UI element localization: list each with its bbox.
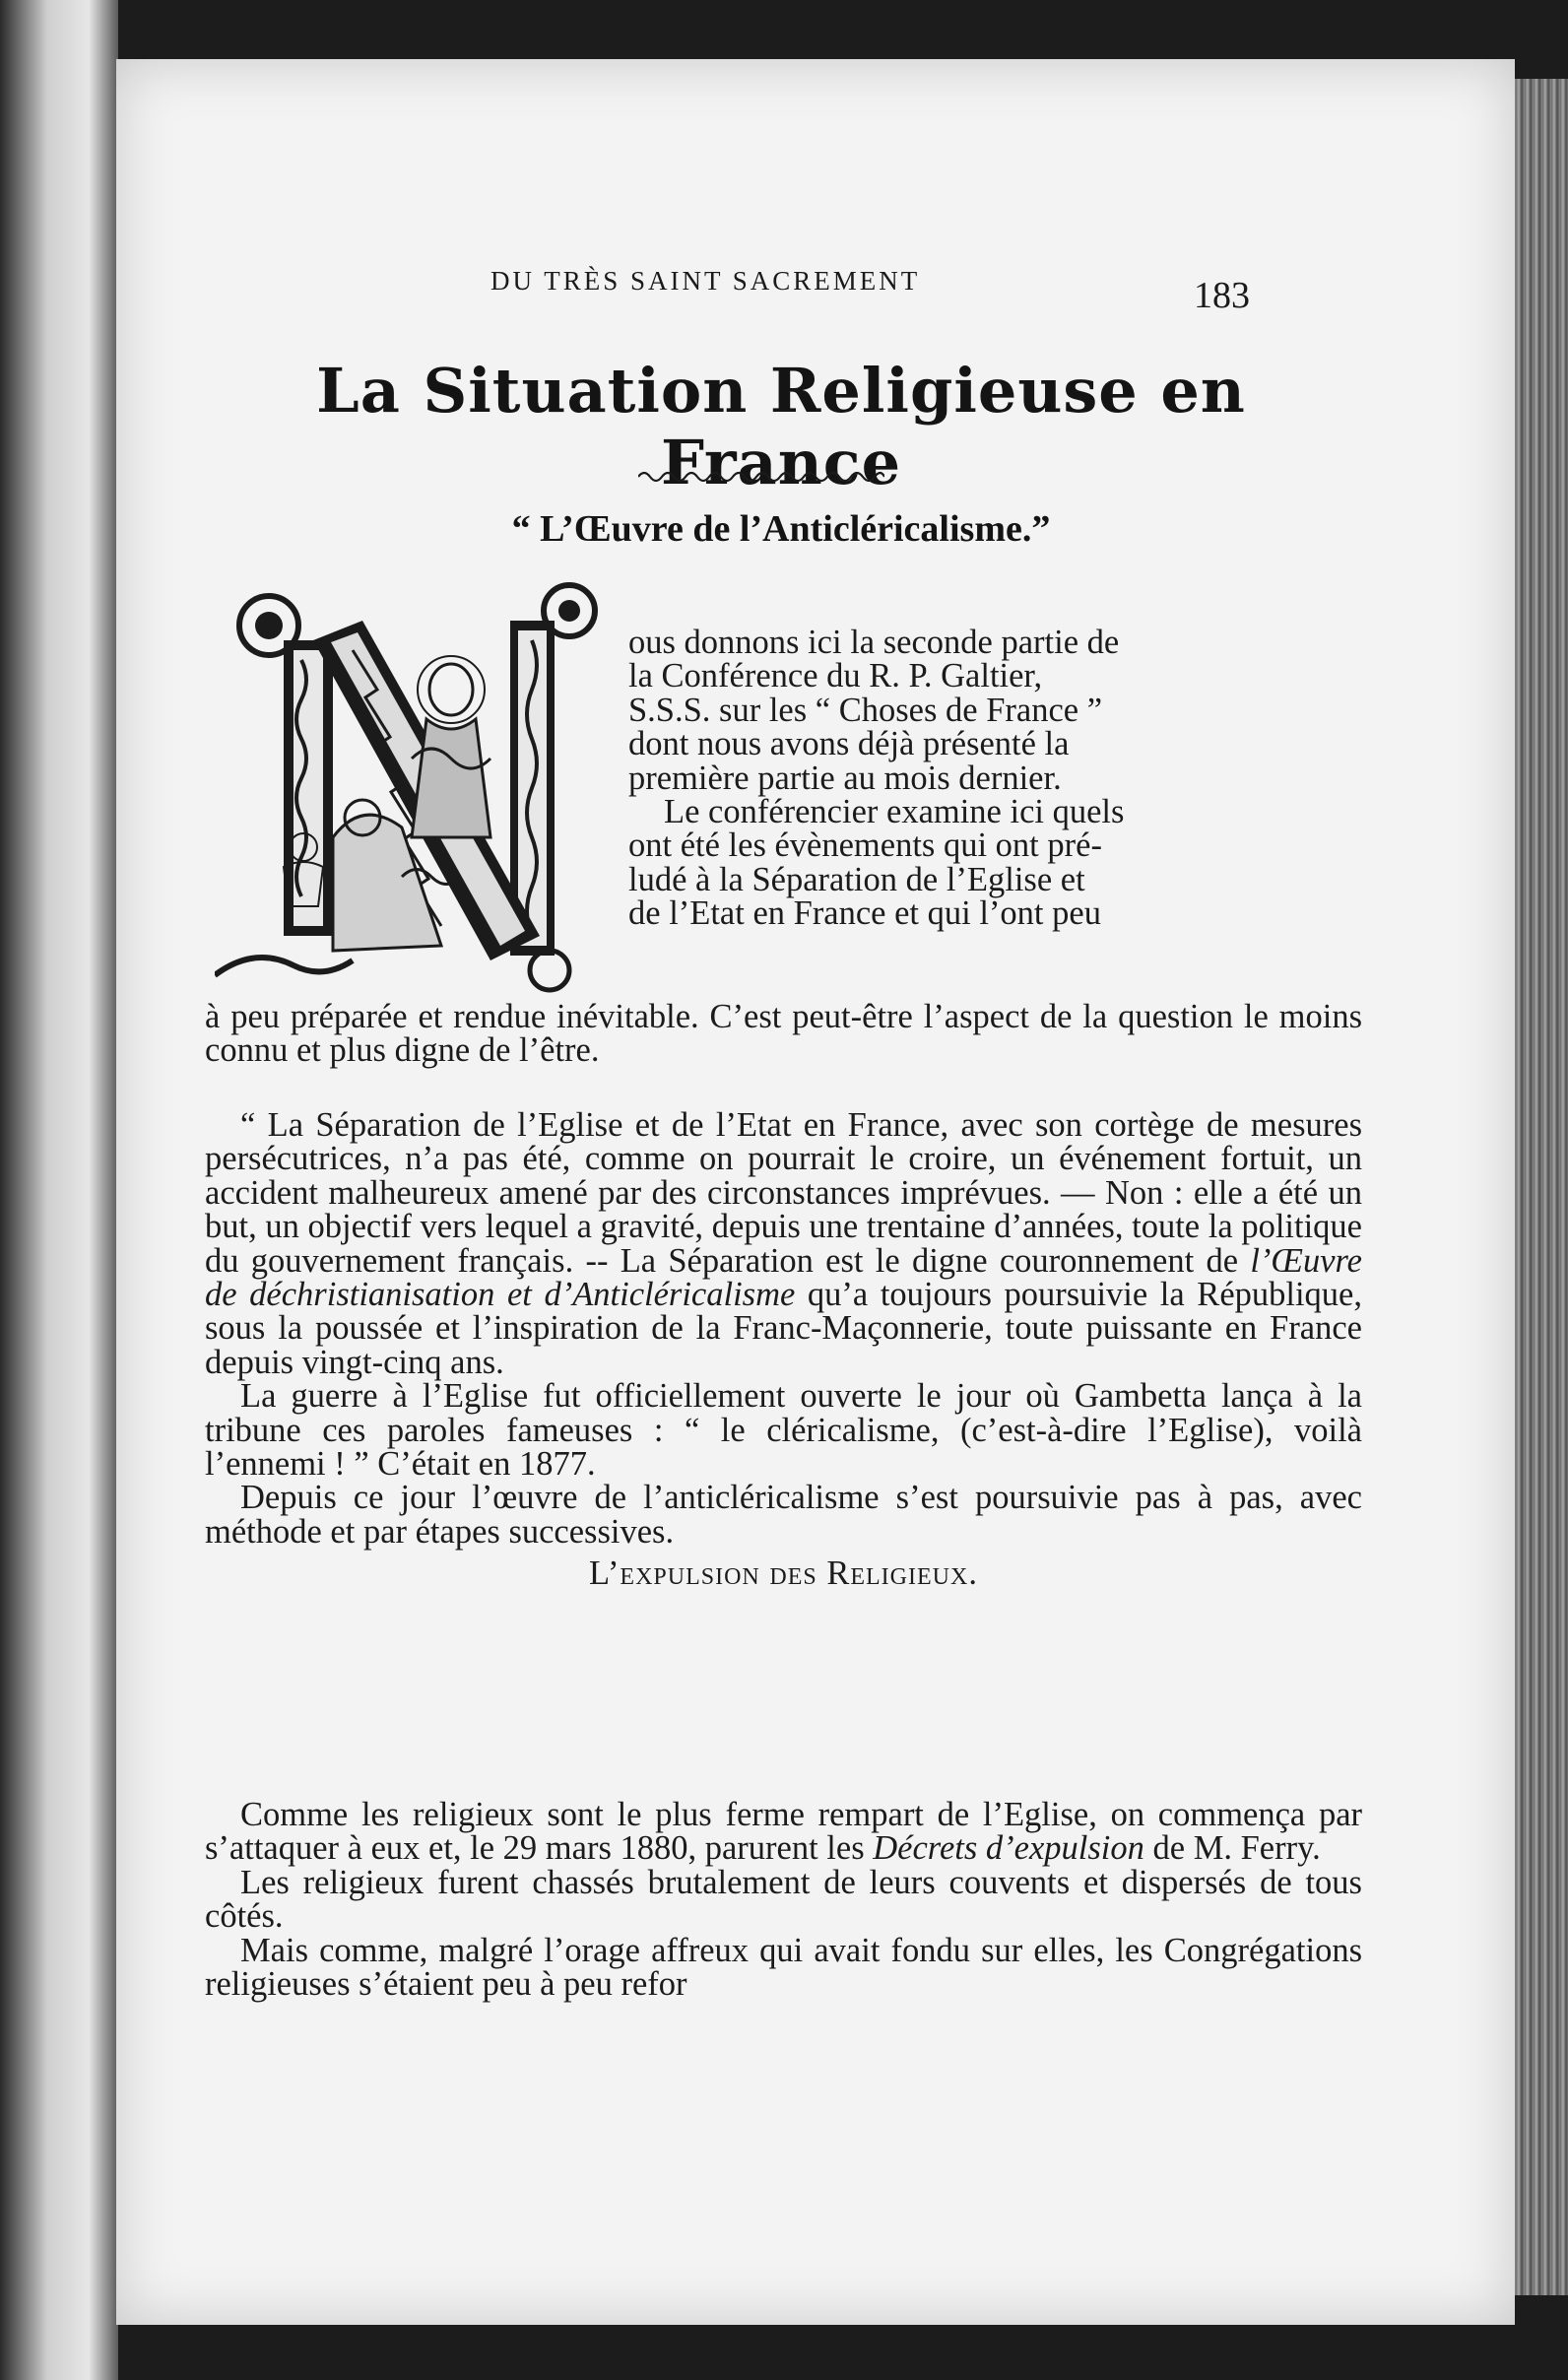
intro-line: ludé à la Séparation de l’Eglise et bbox=[628, 860, 1085, 898]
paragraph: Les religieux furent chassés brutalement de leurs couvents et dispersés de tous côtés. bbox=[205, 1863, 1362, 1936]
intro-line: de l’Etat en France et qui l’ont peu bbox=[628, 894, 1101, 933]
page-number: 183 bbox=[1194, 275, 1250, 316]
intro-paragraph-tail bbox=[205, 1000, 1362, 1068]
intro-line: ont été les évènements qui ont pré- bbox=[628, 826, 1102, 865]
paragraph: Depuis ce jour l’œuvre de l’anticléricalisme s’est poursuivie pas à pas, avec méthode et par étapes successives. bbox=[205, 1479, 1362, 1551]
intro-paragraph bbox=[628, 626, 1362, 931]
intro-line: dont nous avons déjà présenté la bbox=[628, 725, 1070, 763]
section-heading: L’expulsion des Religieux. bbox=[589, 1554, 978, 1593]
paragraph: La guerre à l’Eglise fut officiellement ouverte le jour où Gambetta lança à la tribune ces paroles fameuses : “ le cléricalisme, (c’est-à-dire l’Eglise), voilà l’ennemi ! ” C’était en 1877. bbox=[205, 1377, 1362, 1484]
intro-line: la Conférence du R. P. Galtier, bbox=[628, 657, 1043, 695]
intro-line: S.S.S. sur les “ Choses de France ” bbox=[628, 691, 1103, 729]
running-head: DU TRÈS SAINT SACREMENT bbox=[490, 266, 921, 296]
book-page bbox=[116, 59, 1515, 2325]
wavy-rule-icon bbox=[638, 468, 884, 486]
paragraph bbox=[205, 1798, 1362, 1866]
italic-text: Décrets d’expulsion bbox=[873, 1829, 1144, 1868]
paragraph bbox=[205, 1108, 1362, 1379]
illuminated-letter-n-icon bbox=[215, 581, 599, 995]
subtitle: “ L’Œuvre de l’Anticléricalisme.” bbox=[511, 508, 1051, 550]
text-run: de M. Ferry. bbox=[1143, 1829, 1321, 1868]
intro-tail-text: à peu préparée et rendue inévitable. C’est peut-être l’aspect de la question le moins connu et plus digne de l’être. bbox=[205, 998, 1362, 1070]
intro-line: ous donnons ici la seconde partie de bbox=[628, 624, 1120, 661]
body-text bbox=[205, 1108, 1362, 1601]
intro-line: Le conférencier examine ici quels bbox=[664, 793, 1125, 831]
text-run: qu’a toujours poursuivie la République, sous la poussée et l’inspiration de la Franc-Maçonnerie, toute puissante en France depuis vingt-cinq ans. bbox=[205, 1276, 1362, 1381]
intro-line: première partie au mois dernier. bbox=[628, 759, 1062, 797]
book-page-edges bbox=[1507, 79, 1568, 2295]
page-title: La Situation Religieuse en France bbox=[316, 355, 1246, 498]
paragraph: Mais comme, malgré l’orage affreux qui avait fondu sur elles, les Congrégations religieuses s’étaient peu à peu refor bbox=[205, 1931, 1362, 2004]
italic-text: l’Œuvre de déchristianisation et d’Anticléricalisme bbox=[205, 1241, 1362, 1314]
text-run: Comme les religieux sont le plus ferme rempart de l’Eglise, on commença par s’attaquer à eux et, le 29 mars 1880, parurent les bbox=[205, 1796, 1362, 1868]
book-left-edge bbox=[0, 0, 118, 2380]
text-run: “ La Séparation de l’Eglise et de l’Etat en France, avec son cortège de mesures persécutrices, n’a pas été, comme on pourrait le croire, un événement fortuit, un accident malheureux amené par des circonstances imprévues. — Non : elle a été un but, un objectif vers lequel a gravité, depuis une trentaine d’années, toute la politique du gouvernement français. -- La Séparation est le digne couronnement de bbox=[205, 1106, 1362, 1280]
section-text bbox=[205, 1796, 1362, 2004]
